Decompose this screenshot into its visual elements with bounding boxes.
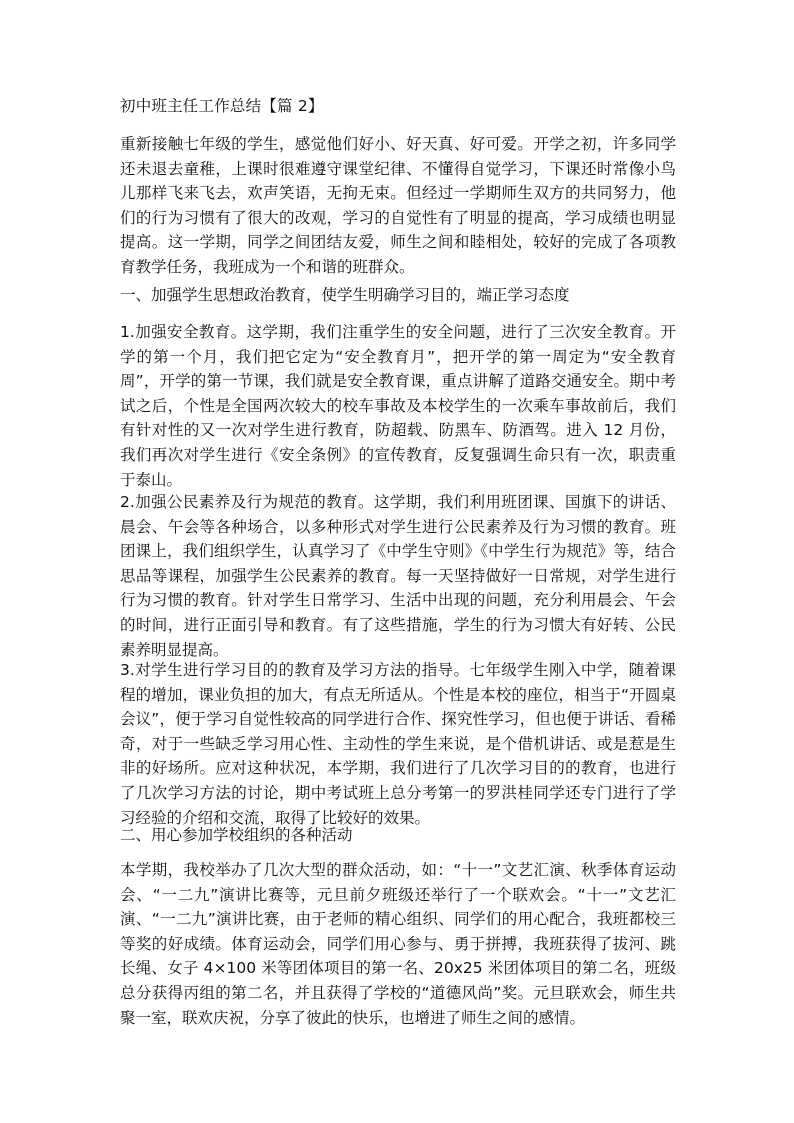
section1-paragraph-safety: 1.加强安全教育。这学期，我们注重学生的安全问题，进行了三次安全教育。开学的第一个月，我们把它定为“安全教育月”，把开学的第一周定为“安全教育周”，开学的第一节课，我们就是安全教育课，重点讲解了道路交通安全。期中考试之后，个性是全国两次较大的校车事故及本校学生的一次乘车事故前后，我们有针对性的又一次对学生进行教育，防超载、防黑车、防酒驾。进入 12 月份，我们再次对学生进行《安全条例》的宣传教育，反复强调生命只有一次，职责重于泰山。 bbox=[120, 323, 676, 489]
section1-heading: 一、加强学生思想政治教育，使学生明确学习目的，端正学习态度 bbox=[120, 286, 570, 304]
intro-paragraph: 重新接触七年级的学生，感觉他们好小、好天真、好可爱。开学之初，许多同学还未退去童稚，上课时很难遵守课堂纪律、不懂得自觉学习，下课还时常像小鸟儿那样飞来飞去，欢声笑语，无拘无束。但经过一学期师生双方的共同努力，他们的行为习惯有了很大的改观，学习的自觉性有了明显的提高，学习成绩也明显提高。这一学期，同学之间团结友爱，师生之间和睦相处，较好的完成了各项教育教学任务，我班成为一个和谐的班群众。 bbox=[120, 135, 676, 276]
document-title: 初中班主任工作总结【篇 2】 bbox=[120, 97, 324, 115]
section2-paragraph-activities: 本学期，我校举办了几次大型的群众活动，如：“十一”文艺汇演、秋季体育运动会、“一二九”演讲比赛等，元旦前夕班级还举行了一个联欢会。“十一”文艺汇演、“一二九”演讲比赛，由于老师的精心组织、同学们的用心配合，我班都校三等奖的好成绩。体育运动会，同学们用心参与、勇于拼搏，我班获得了拔河、跳长绳、女子 4×100 米等团体项目的第一名、20x25 米团体项目的第二名，班级总分获得丙组的第二名，并且获得了学校的“道德风尚”奖。元旦联欢会，师生共聚一室，联欢庆祝，分享了彼此的快乐，也增进了师生之间的感情。 bbox=[120, 861, 676, 1027]
section1-paragraph-civic: 2.加强公民素养及行为规范的教育。这学期，我们利用班团课、国旗下的讲话、晨会、午会等各种场合，以多种形式对学生进行公民素养及行为习惯的教育。班团课上，我们组织学生，认真学习了《中学生守则》《中学生行为规范》等，结合思品等课程，加强学生公民素养的教育。每一天坚持做好一日常规，对学生进行行为习惯的教育。针对学生日常学习、生活中出现的问题，充分利用晨会、午会的时间，进行正面引导和教育。有了这些措施，学生的行为习惯大有好转、公民素养明显提高。 bbox=[120, 493, 676, 659]
section2-heading: 二、用心参加学校组织的各种活动 bbox=[120, 826, 353, 844]
section1-paragraph-study: 3.对学生进行学习目的的教育及学习方法的指导。七年级学生刚入中学，随着课程的增加，课业负担的加大，有点无所适从。个性是本校的座位，相当于“开圆桌会议”，便于学习自觉性较高的同学进行合作、探究性学习，但也便于讲话、看稀奇，对于一些缺乏学习用心性、主动性的学生来说，是个借机讲话、或是惹是生非的好场所。应对这种状况，本学期，我们进行了几次学习目的的教育，也进行了几次学习方法的讨论，期中考试班上总分考第一的罗洪桂同学还专门进行了学习经验的介绍和交流，取得了比较好的效果。 bbox=[120, 661, 676, 827]
